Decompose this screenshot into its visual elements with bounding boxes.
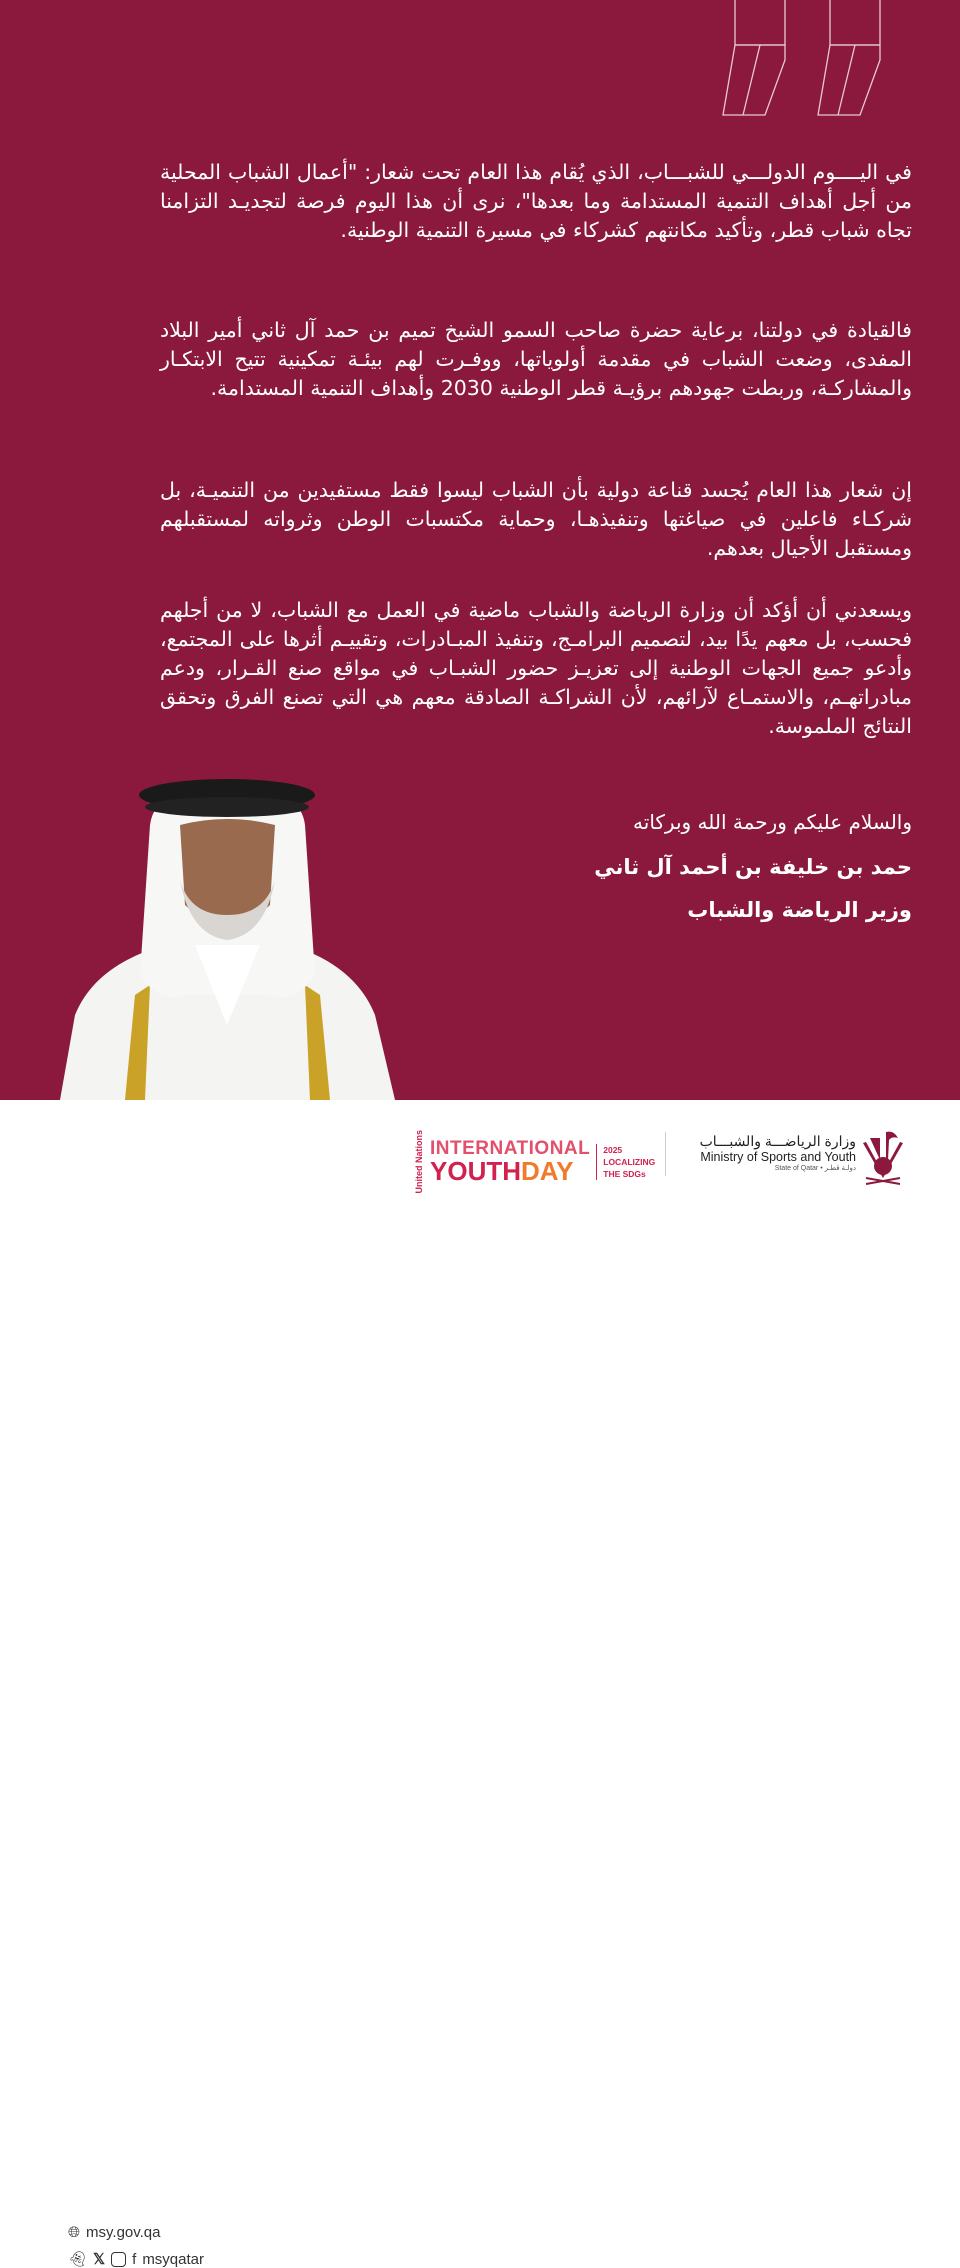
iyd-tag2: THE SDGs bbox=[603, 1168, 646, 1179]
globe-icon: 🌐︎ bbox=[68, 2224, 81, 2241]
footer-divider bbox=[665, 1132, 666, 1176]
social-links bbox=[68, 2250, 204, 2268]
minister-portrait bbox=[55, 765, 400, 1100]
paragraph-4: ويسعدني أن أؤكد أن وزارة الرياضة والشباب ماضية في العمل مع الشباب، لا من أجلهم فحسب، بل معهم يدًا بيد، لتصميم البرامـج، وتنفيذ المبـادرات، وتقييـم أثرها على المجتمع، وأدعو جميع الجهات الوطنية إلى تعزيـز حضور الشبـاب في مواقع صنع القـرار، ودعم مبادراتهـم، والاستمـاع لآرائهم، لأن الشراكـة الصادقة معهم هي التي تصنع الفرق وتحقق النتائج الملموسة. bbox=[160, 598, 912, 738]
x-icon[interactable]: 𝕏 bbox=[93, 2251, 106, 2268]
qatar-emblem-icon bbox=[858, 1128, 908, 1186]
ministry-english: Ministry of Sports and Youth bbox=[700, 1150, 856, 1164]
quotation-mark-icon bbox=[715, 0, 915, 120]
paragraph-3: إن شعار هذا العام يُجسد قناعة دولية بأن الشباب ليسوا فقط مستفيدين من التنميـة، بل شركـاء فاعلين في صياغتها وتنفيذهـا، وحماية مكتسبات الوطن وثرواته لمستقبلهم ومستقبل الأجيال بعدهم. bbox=[160, 478, 912, 560]
instagram-icon[interactable] bbox=[111, 2252, 126, 2267]
snapchat-icon[interactable]: 👻︎ bbox=[68, 2251, 88, 2268]
iyd-youth: YOUTH bbox=[430, 1156, 521, 1187]
paragraph-2: فالقيادة في دولتنا، برعاية حضرة صاحب السمو الشيخ تميم بن حمد آل ثاني أمير البلاد المفدى، وضعت الشباب في مقدمة أولوياتها، ووفـرت لهم بيئـة تمكينية تتيح الابتكـار والمشاركـة، وربطت جهودهم برؤيـة قطر الوطنية 2030 وأهداف التنمية المستدامة. bbox=[160, 318, 912, 400]
facebook-icon[interactable]: f bbox=[132, 2250, 137, 2268]
ministry-logo-text bbox=[680, 1133, 856, 1172]
website-text: msy.gov.qa bbox=[86, 2224, 161, 2241]
iyd-year: 2025 bbox=[603, 1144, 623, 1155]
international-youth-day-logo bbox=[415, 1130, 664, 1194]
ministry-state: State of Qatar • دولـة قطـر bbox=[774, 1165, 856, 1172]
iyd-international: INTERNATIONAL bbox=[430, 1138, 591, 1160]
letter-poster bbox=[0, 0, 960, 1100]
website-link[interactable] bbox=[68, 2224, 161, 2241]
closing-greeting: والسلام عليكم ورحمة الله وبركاته bbox=[633, 810, 912, 834]
iyd-tag1: LOCALIZING bbox=[603, 1156, 656, 1167]
paragraph-1: في اليــــوم الدولـــي للشبـــاب، الذي يُقام هذا العام تحت شعار: "أعمال الشباب المحلية من أجل أهداف التنمية المستدامة وما بعدها"، نرى أن هذا اليوم فرصة لتجديـد التزامنا تجاه شباب قطر، وتأكيد مكانتهم كشركاء في مسيرة التنمية الوطنية. bbox=[160, 160, 912, 242]
ministry-arabic: وزارة الرياضـــة والشبـــاب bbox=[699, 1133, 856, 1149]
un-label: United Nations bbox=[414, 1130, 424, 1194]
iyd-day: DAY bbox=[521, 1156, 574, 1187]
signatory-name: حمد بن خليفة بن أحمد آل ثاني bbox=[594, 855, 912, 879]
signatory-title: وزير الرياضة والشباب bbox=[687, 898, 912, 922]
social-handle[interactable]: msyqatar bbox=[142, 2250, 204, 2268]
